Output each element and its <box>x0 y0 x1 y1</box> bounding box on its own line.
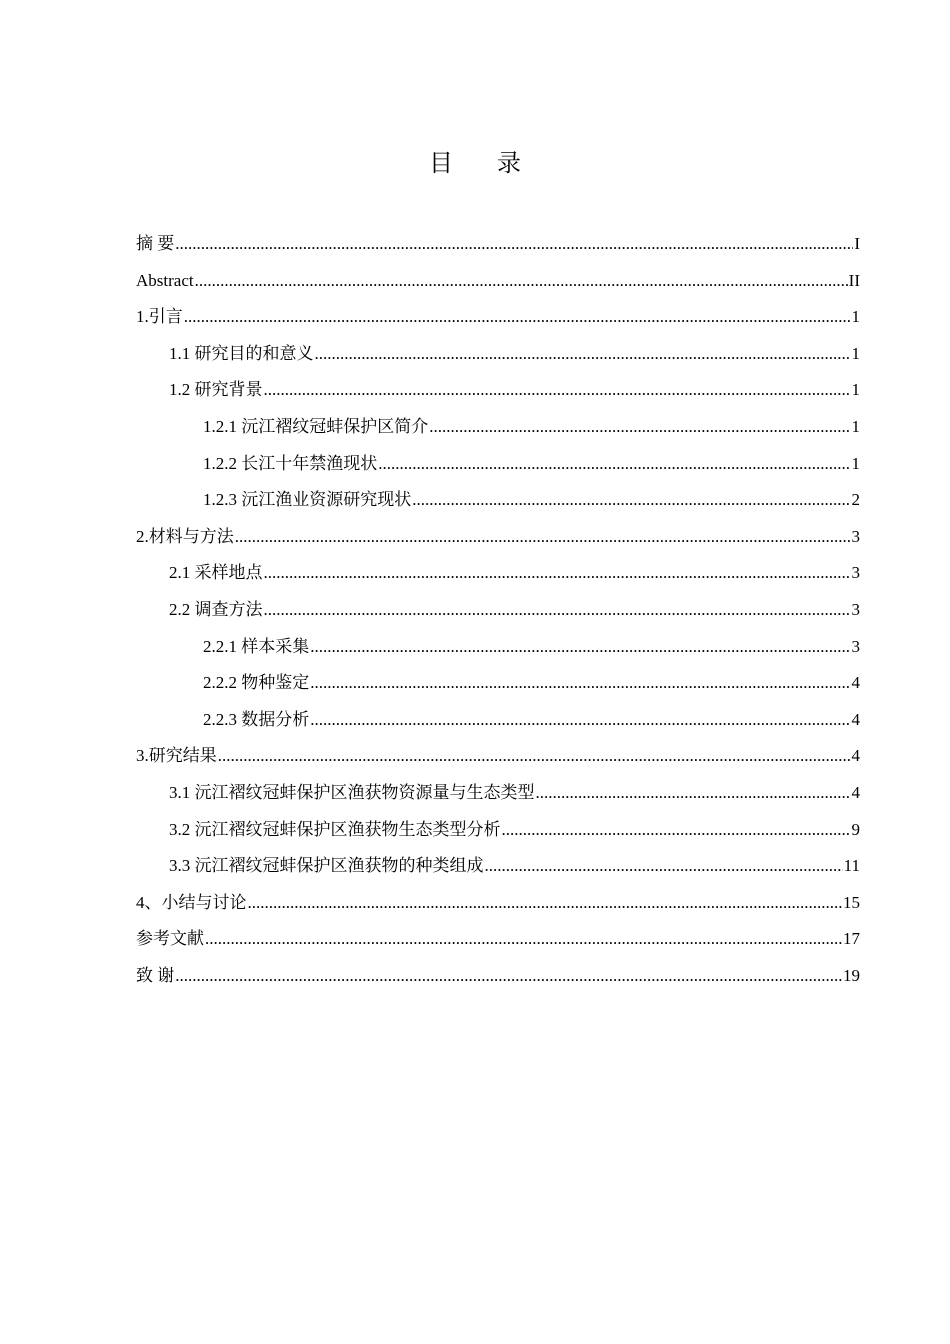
toc-dot-leader <box>485 848 843 885</box>
toc-entry-page-number: 15 <box>843 892 860 912</box>
toc-dot-leader <box>378 446 850 483</box>
toc-entry[interactable] <box>136 702 860 739</box>
toc-title: 目录 <box>429 149 565 177</box>
toc-entry-label: 2.1 采样地点 <box>169 563 263 583</box>
toc-entry-page-number: 3 <box>851 526 860 546</box>
toc-dot-leader <box>175 958 842 995</box>
toc-entry-page-number: 1 <box>851 343 860 363</box>
toc-entry-page-number: 1 <box>851 453 860 473</box>
toc-entry-page-number: 4 <box>851 746 860 766</box>
toc-entry-label: 1.2 研究背景 <box>169 380 263 400</box>
toc-entry-page-number: 3 <box>851 599 860 619</box>
toc-entry[interactable] <box>136 299 860 336</box>
toc-dot-leader <box>175 226 853 263</box>
toc-entry-page-number: 3 <box>851 636 860 656</box>
toc-entry-page-number: 4 <box>851 673 860 693</box>
toc-entry-page-number: 17 <box>843 929 860 949</box>
toc-dot-leader <box>235 519 851 556</box>
toc-entry[interactable] <box>136 775 860 812</box>
toc-entry[interactable] <box>136 482 860 519</box>
toc-entry-page-number: 4 <box>851 709 860 729</box>
toc-dot-leader <box>205 921 842 958</box>
toc-entry-label: 2.2.2 物种鉴定 <box>203 673 310 693</box>
toc-dot-leader <box>184 299 851 336</box>
toc-entry-label: Abstract <box>136 270 194 290</box>
toc-dot-leader <box>315 336 851 373</box>
toc-entry[interactable] <box>136 921 860 958</box>
toc-entry-label: 3.3 沅江褶纹冠蚌保护区渔获物的种类组成 <box>169 856 484 876</box>
toc-entry[interactable] <box>136 885 860 922</box>
toc-entry-label: 2.2 调查方法 <box>169 599 263 619</box>
toc-dot-leader <box>248 885 843 922</box>
toc-entry-page-number: II <box>848 270 860 290</box>
toc-entry-page-number: 1 <box>851 416 860 436</box>
toc-entry-label: 2.2.3 数据分析 <box>203 709 310 729</box>
toc-dot-leader <box>195 263 848 300</box>
toc-dot-leader <box>264 372 851 409</box>
toc-entry[interactable] <box>136 409 860 446</box>
toc-entry-label: 致 谢 <box>136 965 175 985</box>
toc-entry-label: 3.2 沅江褶纹冠蚌保护区渔获物生态类型分析 <box>169 819 501 839</box>
toc-entry-label: 摘 要 <box>136 234 175 253</box>
toc-entry-label: 4、小结与讨论 <box>136 892 247 912</box>
toc-entry-page-number: I <box>854 234 860 253</box>
toc-entry[interactable] <box>136 226 860 263</box>
toc-dot-leader <box>218 738 851 775</box>
toc-entry[interactable] <box>136 812 860 849</box>
toc-entry-page-number: 3 <box>851 563 860 583</box>
toc-entry-label: 3.1 沅江褶纹冠蚌保护区渔获物资源量与生态类型 <box>169 782 535 802</box>
toc-dot-leader <box>310 629 850 666</box>
toc-entry-page-number: 9 <box>851 819 860 839</box>
toc-dot-leader <box>310 665 850 702</box>
toc-entry[interactable] <box>136 336 860 373</box>
toc-entry-label: 2.材料与方法 <box>136 526 234 546</box>
toc-entry[interactable] <box>136 592 860 629</box>
toc-dot-leader <box>412 482 850 519</box>
toc-entry-page-number: 11 <box>843 856 860 876</box>
toc-entry-label: 1.2.2 长江十年禁渔现状 <box>203 453 378 473</box>
toc-entry-label: 3.研究结果 <box>136 746 217 766</box>
toc-entry[interactable] <box>136 738 860 775</box>
toc-entry[interactable] <box>136 848 860 885</box>
toc-dot-leader <box>536 775 851 812</box>
toc-entry-page-number: 1 <box>851 307 860 327</box>
toc-entry[interactable] <box>136 958 860 995</box>
toc-entry-label: 1.2.1 沅江褶纹冠蚌保护区简介 <box>203 416 429 436</box>
toc-entry-page-number: 2 <box>851 490 860 510</box>
toc-entry[interactable] <box>136 372 860 409</box>
toc-dot-leader <box>502 812 851 849</box>
toc-entry-label: 1.2.3 沅江渔业资源研究现状 <box>203 490 412 510</box>
toc-entry[interactable] <box>136 446 860 483</box>
toc-dot-leader <box>264 592 851 629</box>
toc-entry-page-number: 4 <box>851 782 860 802</box>
toc-entry-label: 1.1 研究目的和意义 <box>169 343 314 363</box>
toc-entry-label: 参考文献 <box>136 929 204 949</box>
toc-entry-page-number: 1 <box>851 380 860 400</box>
toc-entry[interactable] <box>136 665 860 702</box>
toc-dot-leader <box>264 555 851 592</box>
toc-dot-leader <box>429 409 850 446</box>
toc-entry[interactable] <box>136 263 860 300</box>
toc-entry-page-number: 19 <box>843 965 860 985</box>
toc-entry[interactable] <box>136 629 860 666</box>
toc-entry-label: 1.引言 <box>136 307 183 327</box>
toc-list <box>136 226 860 994</box>
toc-dot-leader <box>310 702 850 739</box>
toc-entry[interactable] <box>136 555 860 592</box>
toc-entry-label: 2.2.1 样本采集 <box>203 636 310 656</box>
toc-entry[interactable] <box>136 519 860 556</box>
